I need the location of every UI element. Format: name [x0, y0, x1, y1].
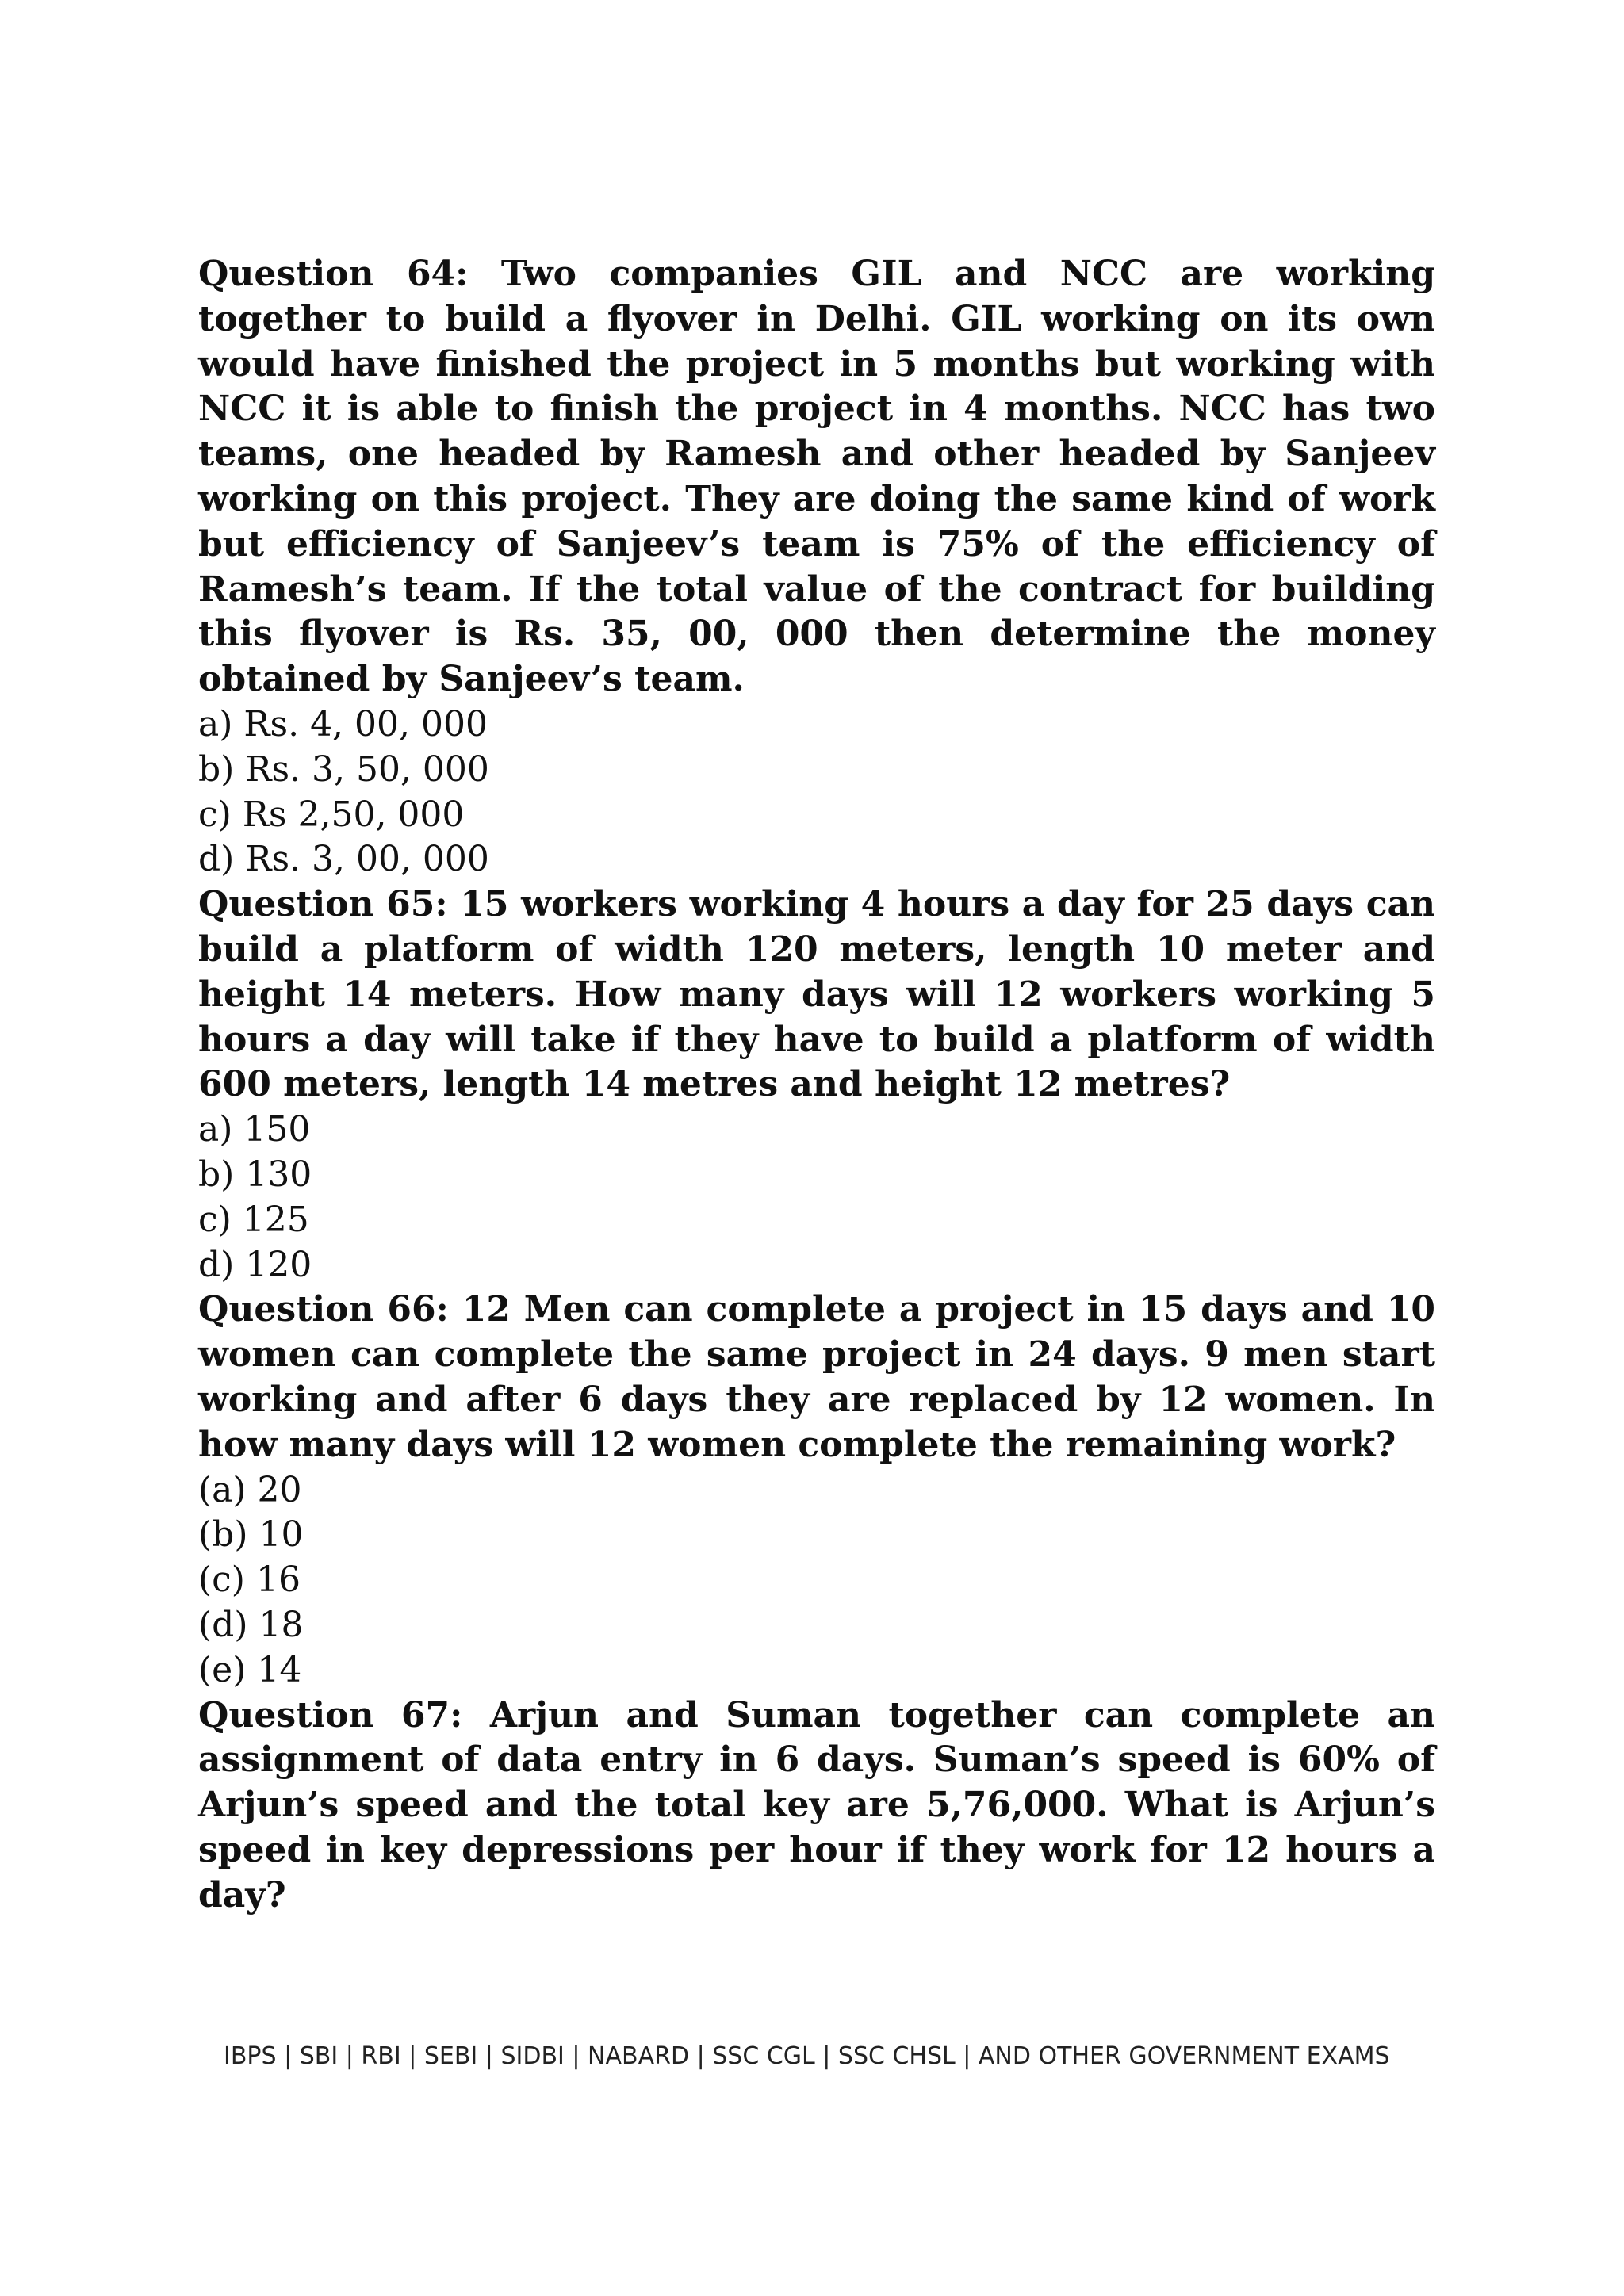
- question-text: Question 66: 12 Men can complete a project in 15 days and 10 women can complete the same project in 24 days. 9 men start working and after 6 days they are replaced by 12 women. In how many days will 12 women complete the remaining work?: [198, 1289, 1436, 1465]
- option-d[interactable]: d) Rs. 3, 00, 000: [198, 839, 489, 880]
- option-c[interactable]: c) 125: [198, 1199, 309, 1240]
- question-65: [198, 882, 1435, 1288]
- option-a[interactable]: a) 150: [198, 1109, 311, 1150]
- option-e[interactable]: (e) 14: [198, 1649, 302, 1690]
- option-d[interactable]: (d) 18: [198, 1604, 304, 1645]
- question-text: Question 65: 15 workers working 4 hours a day for 25 days can build a platform of width 120 meters, length 10 meter and height 14 meters. How many days will 12 workers working 5 hours a day will take if they have to build a platform of width 600 meters, length 14 metres and height 12 metres?: [198, 884, 1435, 1105]
- option-c[interactable]: (c) 16: [198, 1559, 301, 1601]
- option-b[interactable]: b) 130: [198, 1154, 312, 1195]
- question-label: Question 64: [198, 254, 456, 294]
- question-body: Two companies GIL and NCC are working together to build a flyover in Delhi. GIL working on its own would have finished the project in 5 months but working with NCC it is able to finish the project in 4 months. NCC has two teams, one headed by Ramesh and other headed by Sanjeev working on this project. They are doing the same kind of work but efficiency of Sanjeev’s team is 75% of the efficiency of Ramesh’s team. If the total value of the contract for building this flyover is Rs. 35, 00, 000 then determine the money obtained by Sanjeev’s team.: [198, 254, 1435, 700]
- option-b[interactable]: (b) 10: [198, 1514, 304, 1556]
- question-label: Question 66: [198, 1289, 436, 1330]
- question-67: [198, 1693, 1435, 1919]
- option-b[interactable]: b) Rs. 3, 50, 000: [198, 748, 489, 790]
- option-a[interactable]: a) Rs. 4, 00, 000: [198, 703, 488, 744]
- question-label: Question 67: [198, 1694, 450, 1735]
- page-footer: IBPS | SBI | RBI | SEBI | SIDBI | NABARD | SSC CGL | SSC CHSL | AND OTHER GOVERNMENT EXAMS: [224, 2042, 1390, 2070]
- question-64: [198, 252, 1435, 882]
- question-text: Question 67: Arjun and Suman together can complete an assignment of data entry in 6 days. Suman’s speed is 60% of Arjun’s speed and the total key are 5,76,000. What is Arjun’s speed in key depressions per hour if they work for 12 hours a day?: [198, 1694, 1435, 1915]
- option-list: [198, 1108, 1435, 1288]
- question-label: Question 65: [198, 884, 435, 925]
- option-list: [198, 702, 1435, 882]
- question-list: [198, 252, 1435, 1918]
- question-body: 15 workers working 4 hours a day for 25 days can build a platform of width 120 meters, length 10 meter and height 14 meters. How many days will 12 workers working 5 hours a day will take if they have to build a platform of width 600 meters, length 14 metres and height 12 metres?: [198, 884, 1435, 1105]
- option-a[interactable]: (a) 20: [198, 1469, 302, 1510]
- question-body: 12 Men can complete a project in 15 days and 10 women can complete the same project in 24 days. 9 men start working and after 6 days they are replaced by 12 women. In how many days will 12 women complete the remaining work?: [198, 1289, 1436, 1465]
- option-c[interactable]: c) Rs 2,50, 000: [198, 794, 465, 835]
- option-list: [198, 1468, 1435, 1693]
- question-body: Arjun and Suman together can complete an assignment of data entry in 6 days. Suman’s speed is 60% of Arjun’s speed and the total key are 5,76,000. What is Arjun’s speed in key depressions per hour if they work for 12 hours a day?: [198, 1694, 1435, 1915]
- option-d[interactable]: d) 120: [198, 1244, 312, 1285]
- question-66: [198, 1288, 1435, 1693]
- question-text: Question 64: Two companies GIL and NCC are working together to build a flyover in Delhi. GIL working on its own would have finished the project in 5 months but working with NCC it is able to finish the project in 4 months. NCC has two teams, one headed by Ramesh and other headed by Sanjeev working on this project. They are doing the same kind of work but efficiency of Sanjeev’s team is 75% of the efficiency of Ramesh’s team. If the total value of the contract for building this flyover is Rs. 35, 00, 000 then determine the money obtained by Sanjeev’s team.: [198, 254, 1435, 700]
